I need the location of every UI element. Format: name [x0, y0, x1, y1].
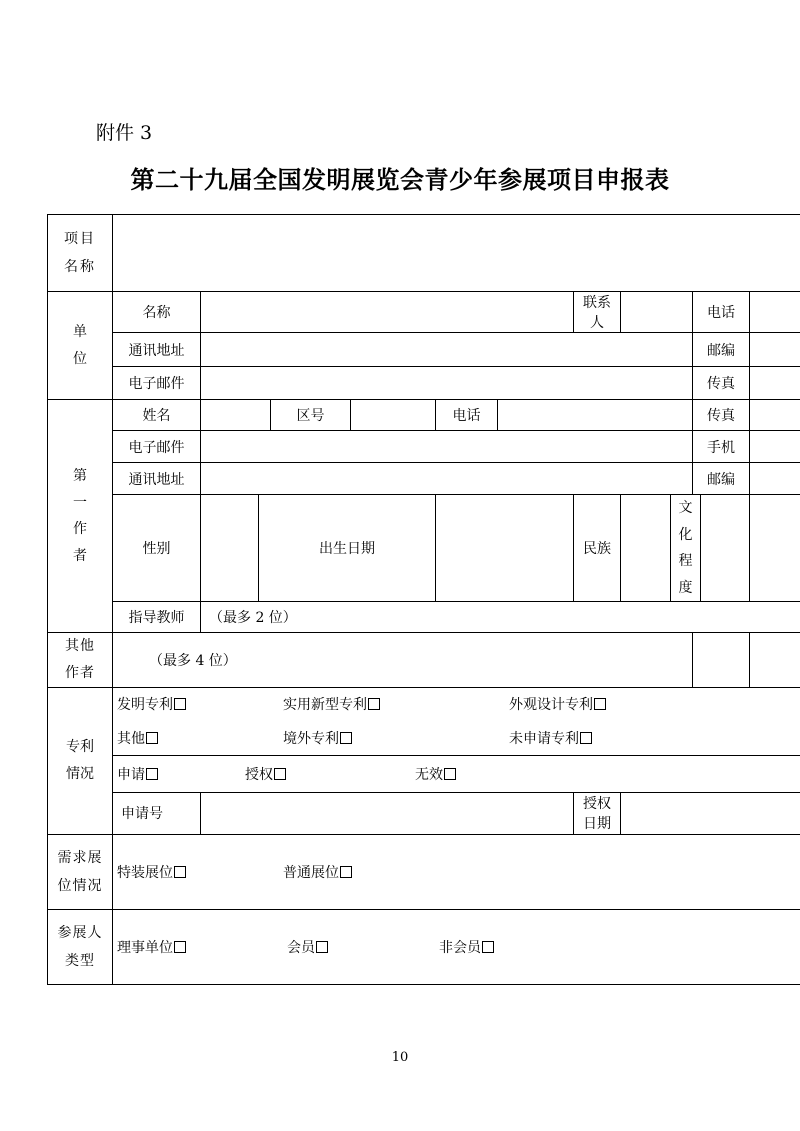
unit-postcode-label: 邮编: [693, 333, 750, 367]
application-number-label: 申请号: [113, 792, 201, 834]
unit-email-field[interactable]: [201, 367, 693, 400]
checkbox-icon[interactable]: [174, 866, 186, 878]
author-gender-label: 性别: [113, 495, 201, 602]
checkbox-icon[interactable]: [340, 732, 352, 744]
author-area-code-label: 区号: [271, 400, 351, 431]
attachment-label: 附件 3: [96, 122, 153, 144]
author-education-label: [671, 495, 701, 602]
grant-date-label: 授权日期: [574, 792, 621, 834]
option-no-patent[interactable]: [509, 728, 592, 748]
option-invention-patent[interactable]: [117, 694, 283, 714]
option-no-patent-label: 未申请专利: [509, 730, 579, 747]
application-form-table: [47, 214, 800, 985]
patent-type-row2: [113, 721, 800, 755]
author-fax-field[interactable]: [750, 400, 800, 431]
author-birthdate-label: 出生日期: [259, 495, 436, 602]
first-author-char1: 第: [73, 468, 87, 484]
checkbox-icon[interactable]: [594, 698, 606, 710]
option-invalid-label: 无效: [415, 766, 443, 783]
checkbox-icon[interactable]: [274, 768, 286, 780]
option-special-booth[interactable]: [117, 862, 283, 882]
author-ethnicity-label: 民族: [574, 495, 621, 602]
checkbox-icon[interactable]: [580, 732, 592, 744]
author-postcode-label: 邮编: [693, 463, 750, 495]
author-mobile-label: 手机: [693, 431, 750, 463]
option-standard-booth-label: 普通展位: [283, 864, 339, 881]
patent-label-line2: 情况: [66, 765, 94, 782]
unit-name-field[interactable]: [201, 292, 574, 333]
unit-label-char1: 单: [73, 323, 87, 340]
project-label-line1: 项目: [64, 231, 96, 247]
unit-phone-label: 电话: [693, 292, 750, 333]
checkbox-icon[interactable]: [146, 768, 158, 780]
page-number: 10: [391, 1050, 409, 1065]
project-name-label: [48, 215, 113, 292]
option-applied[interactable]: [117, 764, 245, 784]
author-email-label: 电子邮件: [113, 431, 201, 463]
unit-phone-field[interactable]: [750, 292, 800, 333]
option-foreign-patent[interactable]: [283, 728, 509, 748]
other-authors-line2: 作者: [65, 664, 95, 681]
author-address-label: 通讯地址: [113, 463, 201, 495]
unit-fax-label: 传真: [693, 367, 750, 400]
option-board-member[interactable]: [117, 937, 287, 957]
option-design-patent-label: 外观设计专利: [509, 697, 593, 714]
author-area-code-field[interactable]: [351, 400, 436, 431]
patent-type-row1: [113, 687, 800, 721]
project-label-line2: 名称: [64, 259, 96, 275]
first-author-label: [48, 400, 113, 633]
unit-email-label: 电子邮件: [113, 367, 201, 400]
checkbox-icon[interactable]: [174, 941, 186, 953]
unit-contact-field[interactable]: [621, 292, 693, 333]
author-email-field[interactable]: [201, 431, 693, 463]
author-education-field[interactable]: [701, 495, 750, 602]
teacher-field[interactable]: [201, 602, 800, 633]
checkbox-icon[interactable]: [174, 698, 186, 710]
option-other-label: 其他: [117, 730, 145, 747]
checkbox-icon[interactable]: [368, 698, 380, 710]
form-title: 第二十九届全国发明展览会青少年参展项目申报表: [130, 165, 670, 194]
author-mobile-field[interactable]: [750, 431, 800, 463]
education-line1: 文化: [678, 500, 693, 543]
author-name-label: 姓名: [113, 400, 201, 431]
option-member-label: 会员: [287, 939, 315, 956]
author-phone-label: 电话: [436, 400, 498, 431]
teacher-label: 指导教师: [113, 602, 201, 633]
participant-label-line1: 参展人: [57, 924, 103, 941]
unit-postcode-field[interactable]: [750, 333, 800, 367]
author-postcode-field[interactable]: [750, 463, 800, 495]
option-invention-patent-label: 发明专利: [117, 697, 173, 714]
unit-fax-field[interactable]: [750, 367, 800, 400]
author-phone-field[interactable]: [498, 400, 693, 431]
teacher-note: （最多 2 位）: [209, 610, 297, 627]
option-foreign-patent-label: 境外专利: [283, 730, 339, 747]
education-line2: 程度: [678, 553, 693, 596]
option-member[interactable]: [287, 937, 439, 957]
patent-status-row: [113, 755, 800, 792]
booth-options-row: [113, 834, 800, 909]
patent-label: [48, 687, 113, 834]
participant-type-label: [48, 909, 113, 984]
unit-label: [48, 292, 113, 400]
option-granted-label: 授权: [245, 766, 273, 783]
project-name-field[interactable]: [113, 215, 800, 292]
author-ethnicity-field[interactable]: [621, 495, 671, 602]
checkbox-icon[interactable]: [316, 941, 328, 953]
option-non-member-label: 非会员: [439, 939, 481, 956]
first-author-char3: 作: [73, 521, 87, 538]
option-standard-booth[interactable]: [283, 862, 352, 882]
unit-name-label: 名称: [113, 292, 201, 333]
author-name-field[interactable]: [201, 400, 271, 431]
checkbox-icon[interactable]: [482, 941, 494, 953]
first-author-char2: 一: [73, 494, 87, 511]
author-gender-field[interactable]: [201, 495, 259, 602]
option-utility-model-patent[interactable]: [283, 694, 509, 714]
option-design-patent[interactable]: [509, 694, 606, 714]
author-fax-label: 传真: [693, 400, 750, 431]
unit-label-char2: 位: [73, 350, 87, 367]
booth-label-line1: 需求展: [57, 849, 103, 866]
option-utility-model-patent-label: 实用新型专利: [283, 697, 367, 714]
unit-contact-label: 联系人: [574, 292, 621, 333]
patent-label-line1: 专利: [66, 738, 94, 755]
option-non-member[interactable]: [439, 937, 494, 957]
other-authors-extra-cell2[interactable]: [750, 633, 800, 687]
checkbox-icon[interactable]: [340, 866, 352, 878]
other-authors-label: [48, 633, 113, 687]
author-address-field[interactable]: [201, 463, 693, 495]
checkbox-icon[interactable]: [444, 768, 456, 780]
other-authors-extra-cell1[interactable]: [693, 633, 750, 687]
option-other[interactable]: [117, 728, 283, 748]
grant-date-field[interactable]: [621, 792, 800, 834]
other-authors-note: （最多 4 位）: [149, 652, 237, 669]
first-author-char4: 者: [73, 547, 87, 564]
option-board-member-label: 理事单位: [117, 939, 173, 956]
participant-options-row: [113, 909, 800, 984]
option-special-booth-label: 特装展位: [117, 864, 173, 881]
author-birthdate-field[interactable]: [436, 495, 574, 602]
application-number-field[interactable]: [201, 792, 574, 834]
booth-label: [48, 834, 113, 909]
option-granted[interactable]: [245, 764, 415, 784]
other-authors-field[interactable]: [113, 633, 693, 687]
option-applied-label: 申请: [117, 766, 145, 783]
checkbox-icon[interactable]: [146, 732, 158, 744]
other-authors-line1: 其他: [65, 638, 95, 655]
participant-label-line2: 类型: [65, 952, 95, 969]
unit-address-label: 通讯地址: [113, 333, 201, 367]
unit-address-field[interactable]: [201, 333, 693, 367]
option-invalid[interactable]: [415, 764, 456, 784]
booth-label-line2: 位情况: [57, 877, 103, 894]
